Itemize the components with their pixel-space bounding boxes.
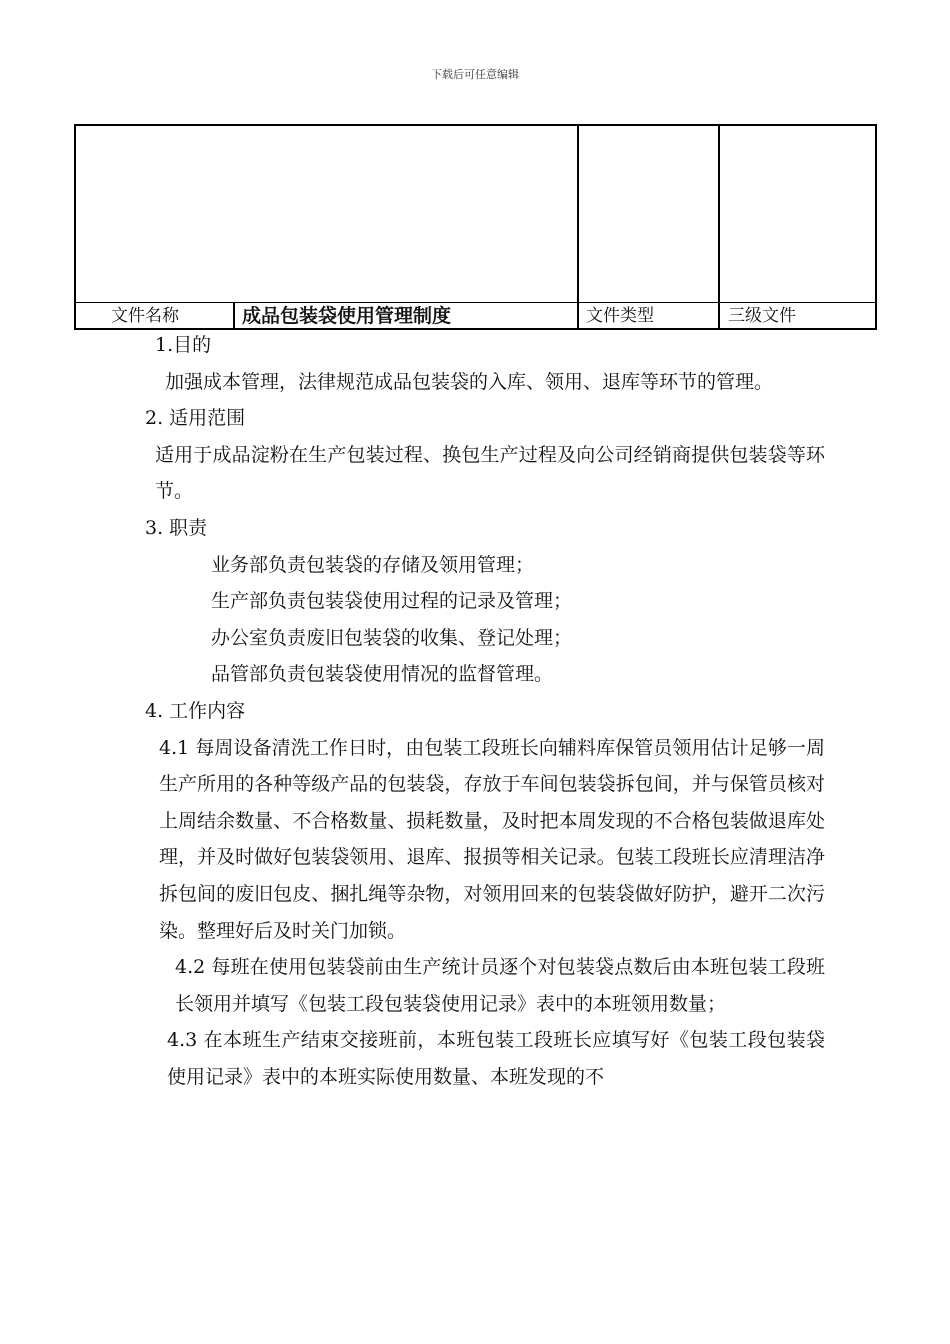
duty-item: 办公室负责废旧包装袋的收集、登记处理； <box>211 626 573 649</box>
table-divider <box>76 302 875 303</box>
section-heading-purpose: 1.目的 <box>155 334 212 356</box>
work-item: 4.2 每班在使用包装袋前由生产统计员逐个对包装袋点数后由本班包装工段班长领用并填写《包装工段包装袋使用记录》表中的本班领用数量； <box>175 956 825 1015</box>
section-body-purpose: 加强成本管理，法律规范成品包装袋的入库、领用、退库等环节的管理。 <box>165 370 774 393</box>
file-name-label: 文件名称 <box>111 306 179 326</box>
document-info-table <box>74 124 877 330</box>
duty-item: 生产部负责包装袋使用过程的记录及管理； <box>211 590 573 613</box>
table-divider <box>718 126 720 328</box>
section-heading-scope: 2. 适用范围 <box>145 407 246 430</box>
file-type-value: 三级文件 <box>728 306 796 326</box>
duty-item: 业务部负责包装袋的存储及领用管理； <box>211 553 535 576</box>
download-note: 下载后可任意编辑 <box>431 68 519 81</box>
work-item: 4.1 每周设备清洗工作日时，由包装工段班长向辅料库保管员领用估计足够一周生产所用的各种等级产品的包装袋，存放于车间包装袋拆包间，并与保管员核对上周结余数量、不合格数量、损耗数量，及时把本周发现的不合格包装做退库处理，并及时做好包装袋领用、退库、报损等相关记录。包装工段班长应清理洁净拆包间的废旧包皮、捆扎绳等杂物，对领用回来的包装袋做好防护，避开二次污染。整理好后及时关门加锁。 <box>159 736 825 942</box>
file-type-label: 文件类型 <box>586 306 654 326</box>
section-body-scope: 适用于成品淀粉在生产包装过程、换包生产过程及向公司经销商提供包装袋等环节。 <box>155 443 825 503</box>
section-heading-duty: 3. 职责 <box>145 516 208 539</box>
duty-item: 品管部负责包装袋使用情况的监督管理。 <box>211 663 554 686</box>
table-divider <box>577 126 579 328</box>
document-body <box>145 327 825 1095</box>
file-name-value: 成品包装袋使用管理制度 <box>242 305 452 327</box>
table-divider <box>233 303 235 328</box>
section-heading-work: 4. 工作内容 <box>145 699 246 722</box>
work-item: 4.3 在本班生产结束交接班前，本班包装工段班长应填写好《包装工段包装袋使用记录》表中的本班实际使用数量、本班发现的不 <box>167 1029 825 1088</box>
